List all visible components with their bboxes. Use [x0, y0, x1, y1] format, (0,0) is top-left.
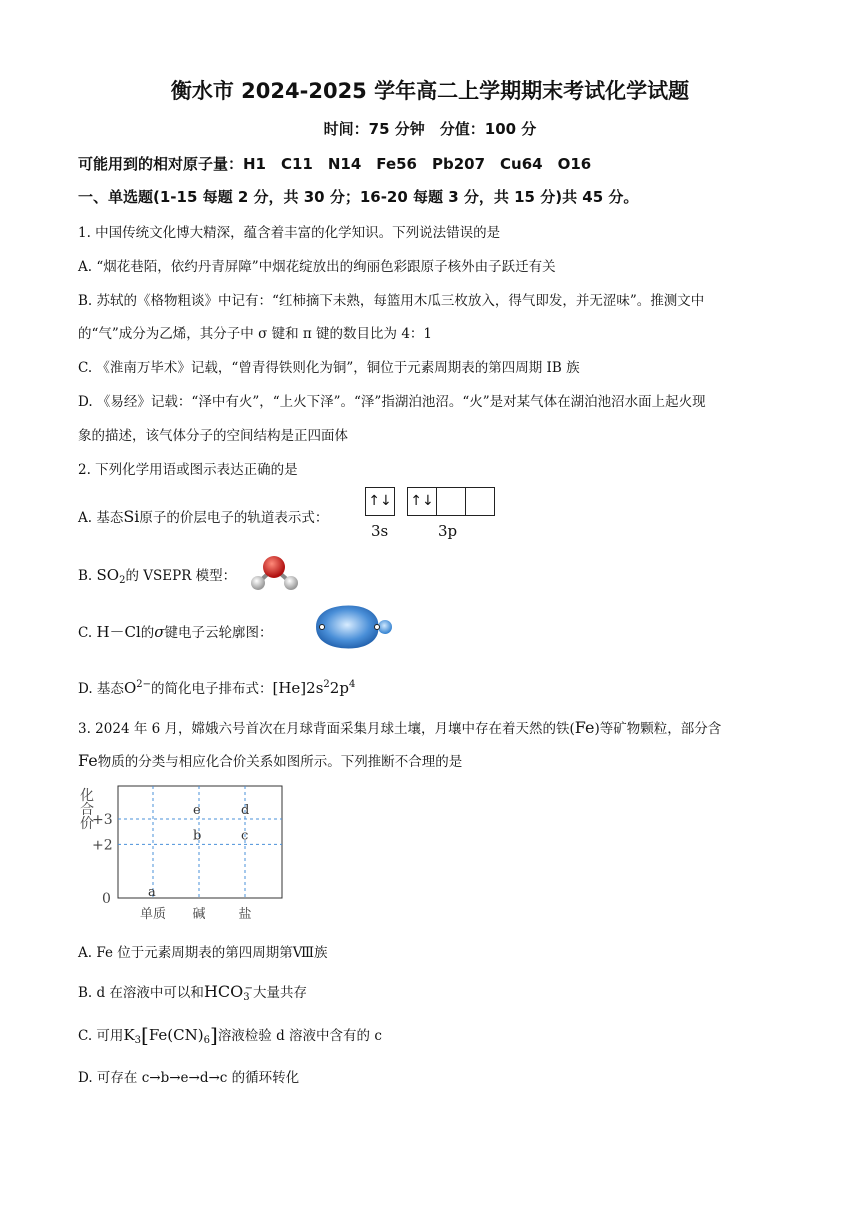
chart-xtick: 单质: [139, 907, 167, 922]
q3-stem-cont: Fe物质的分类与相应化合价关系如图所示。下列推断不合理的是: [78, 751, 463, 770]
time-score: 时间：75 分钟 分值：100 分: [323, 120, 537, 138]
q1-option-b-cont: 的“气”成分为乙烯，其分子中 σ 键和 π 键的数目比为 4：1: [78, 326, 433, 342]
chart-ylabel-char: 合: [80, 802, 94, 818]
chart-ylabel-char: 价: [80, 816, 94, 832]
chart-xtick: 盐: [238, 907, 252, 922]
chart-xtick: 碱: [192, 907, 206, 922]
q2-option-d: D. 基态$O^{2-}$的简化电子排布式：$[He]2s^22p^4$: [78, 679, 356, 697]
so2-vsepr-model-image: [246, 552, 302, 592]
q2-option-a: A. 基态Si原子的价层电子的轨道表示式：: [78, 507, 329, 526]
orbital-label-3s: 3s: [371, 522, 389, 540]
orbital-3p-box: [407, 487, 495, 516]
chart-point-a: a: [148, 885, 156, 900]
q3-option-b: B. d 在溶液中可以和$HCO_3^-$大量共存: [78, 982, 308, 1003]
paper-title: 衡水市 2024-2025 学年高二上学期期末考试化学试题: [170, 79, 690, 103]
q3-option-a: A. Fe 位于元素周期表的第四周期第Ⅷ族: [78, 945, 328, 961]
chart-ylabel: [80, 788, 94, 832]
chart-ytick: 0: [102, 891, 111, 907]
q3-option-d: D. 可存在 c→b→e→d→c 的循环转化: [78, 1070, 300, 1086]
chart-ytick: +2: [92, 837, 113, 854]
q1-stem: 1. 中国传统文化博大精深，蕴含着丰富的化学知识。下列说法错误的是: [78, 225, 501, 241]
hcl-sigma-bond-cloud-image: [310, 602, 394, 652]
orbital-label-3p: 3p: [438, 522, 458, 540]
q1-option-b: B. 苏轼的《格物粗谈》中记有：“红柿摘下未熟，每篮用木瓜三枚放入，得气即发，并无涩味”。推测文中: [78, 293, 705, 309]
q1-option-d-cont: 象的描述，该气体分子的空间结构是正四面体: [78, 428, 348, 444]
chart-point-b: b: [193, 828, 202, 844]
q1-option-d: D. 《易经》记载：“泽中有火”，“上火下泽”。“泽”指湖泊池沼。“火”是对某气体在湖泊池沼水面上起火现: [78, 394, 706, 410]
q2-stem: 2. 下列化学用语或图示表达正确的是: [78, 462, 298, 478]
fe-valence-chart: [76, 782, 290, 924]
orbital-3s-box: [365, 487, 395, 516]
q3-option-c: C. 可用$K_3[Fe(CN)_6]$溶液检验 d 溶液中含有的 c: [78, 1023, 382, 1047]
orbital-cell-empty: [437, 488, 466, 515]
orbital-cell-arrows: ↑↓: [368, 493, 392, 509]
chart-ytick: +3: [92, 812, 113, 828]
chart-ylabel-char: 化: [80, 788, 94, 804]
q1-option-a: A. “烟花巷陌，依约丹青屏障”中烟花绽放出的绚丽色彩跟原子核外由子跃迁有关: [78, 259, 556, 275]
q2-option-c: C. H－Cl的σ键电子云轮廓图：: [78, 623, 273, 641]
chart-point-e: e: [193, 803, 201, 818]
chart-point-c: c: [241, 828, 249, 844]
q2-option-b: B. $SO_2$的 VSEPR 模型：: [78, 566, 237, 586]
atomic-masses: 可能用到的相对原子量：H1 C11 N14 Fe56 Pb207 Cu64 O16: [78, 155, 592, 173]
orbital-cell-arrows: ↑↓: [408, 488, 437, 515]
chart-point-d: d: [241, 803, 250, 818]
q3-stem: 3. 2024 年 6 月，嫦娥六号首次在月球背面采集月球土壤，月壤中存在着天然的铁(Fe)等矿物颗粒，部分含: [78, 718, 722, 737]
section-heading: 一、单选题(1-15 每题 2 分，共 30 分；16-20 每题 3 分，共 15 分)共 45 分。: [78, 188, 639, 206]
q1-option-c: C. 《淮南万毕术》记载，“曾青得铁则化为铜”，铜位于元素周期表的第四周期 IB 族: [78, 360, 580, 376]
